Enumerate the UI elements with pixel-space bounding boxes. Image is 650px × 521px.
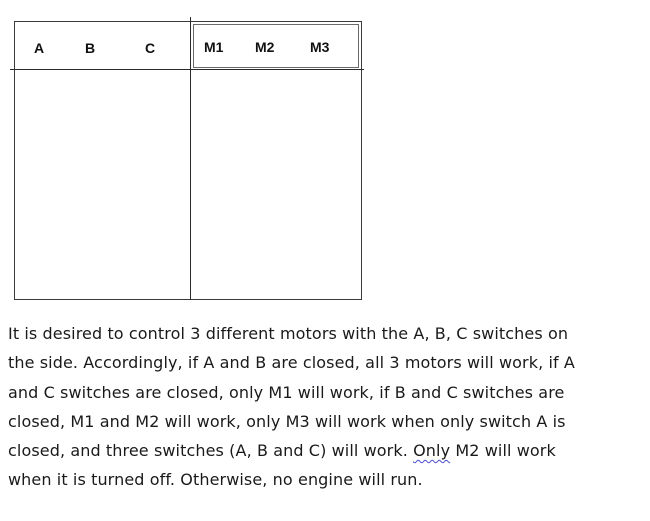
paragraph-line-6: when it is turned off. Otherwise, no engine will run. [8, 470, 423, 490]
input-header-b: B [85, 40, 96, 56]
flagged-word: Only [413, 441, 451, 461]
paragraph-line-2: the side. Accordingly, if A and B are closed, all 3 motors will work, if A [8, 353, 575, 373]
output-header-m2: M2 [255, 39, 275, 55]
output-header-m3: M3 [310, 39, 330, 55]
header-rule [10, 69, 364, 70]
output-header-m1: M1 [204, 39, 224, 55]
input-header-a: A [34, 40, 45, 56]
paragraph-line-1: It is desired to control 3 different motors with the A, B, C switches on [8, 324, 569, 343]
paragraph-line-5 [8, 441, 556, 460]
problem-description [8, 319, 638, 495]
paragraph-line-3: and C switches are closed, only M1 will work, if B and C switches are [8, 382, 565, 402]
paragraph-line-4: closed, M1 and M2 will work, only M3 will work when only switch A is [8, 411, 566, 431]
paragraph-line-5-end: M2 will work [450, 441, 556, 461]
input-header-c: C [145, 40, 156, 56]
paragraph-line-5-start: closed, and three switches (A, B and C) will work. [8, 441, 414, 461]
column-divider [190, 17, 191, 300]
